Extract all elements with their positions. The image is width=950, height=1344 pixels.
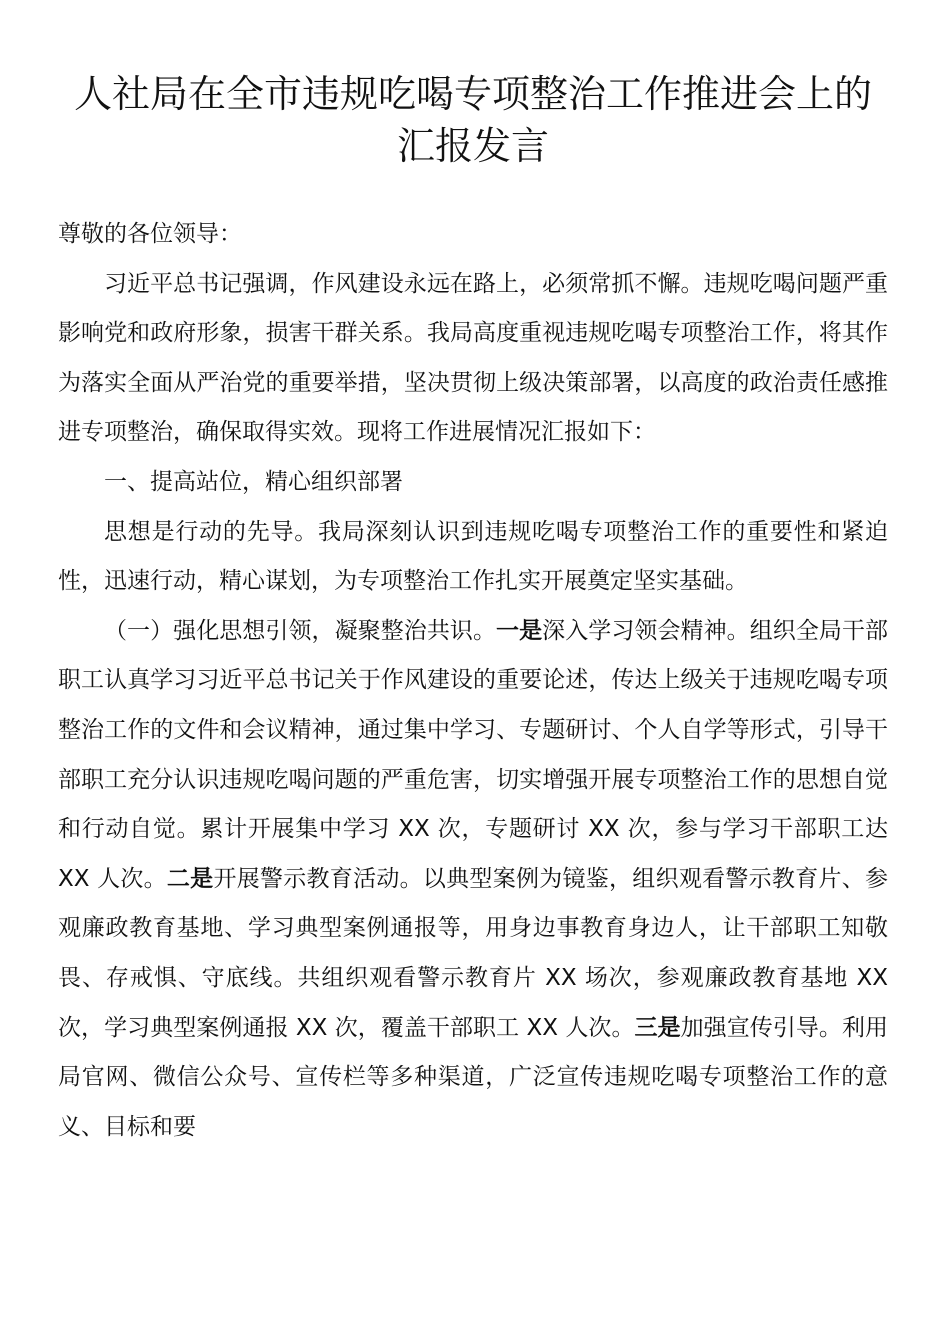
intro-paragraph: 习近平总书记强调，作风建设永远在路上，必须常抓不懈。违规吃喝问题严重影响党和政府形象，损害干群关系。我局高度重视违规吃喝专项整治工作，将其作为落实全面从严治党的重要举措，坚决贯彻上级决策部署，以高度的政治责任感推进专项整治，确保取得实效。现将工作进展情况汇报如下： [58,270,888,446]
point-3-text: 加强宣传引导。利用局官网、微信公众号、宣传栏等多种渠道，广泛宣传违规吃喝专项整治工作的意义、目标和要 [58,1014,889,1140]
point-2-label: 二是 [166,865,214,892]
subsection-1-paragraph [58,607,888,1153]
document-title: 人社局在全市违规吃喝专项整治工作推进会上的汇报发言 [73,72,872,168]
point-1-label: 一是 [496,617,543,644]
point-3-label: 三是 [634,1014,681,1041]
subsection-1-heading: （一）强化思想引领，凝聚整治共识。 [104,617,497,644]
point-2-text: 开展警示教育活动。以典型案例为镜鉴，组织观看警示教育片、参观廉政教育基地、学习典型案例通报等，用身边事教育身边人，让干部职工知敬畏、存戒惧、守底线。共组织观看警示教育片 XX 场次，参观廉政教育基地 XX 次，学习典型案例通报 XX 次，覆盖干部职工 XX 人次。 [58,865,889,1041]
section-1-heading: 一、提高站位，精心组织部署 [104,468,403,495]
salutation: 尊敬的各位领导： [58,221,242,247]
document-page [58,68,888,1152]
point-1-text: 深入学习领会精神。组织全局干部职工认真学习习近平总书记关于作风建设的重要论述，传达上级关于违规吃喝专项整治工作的文件和会议精神，通过集中学习、专题研讨、个人自学等形式，引导干部职工充分认识违规吃喝问题的严重危害，切实增强开展专项整治工作的思想自觉和行动自觉。累计开展集中学习 XX 次，专题研讨 XX 次，参与学习干部职工达 XX 人次。 [58,617,889,892]
section-1-paragraph: 思想是行动的先导。我局深刻认识到违规吃喝专项整治工作的重要性和紧迫性，迅速行动，精心谋划，为专项整治工作扎实开展奠定坚实基础。 [58,518,888,595]
